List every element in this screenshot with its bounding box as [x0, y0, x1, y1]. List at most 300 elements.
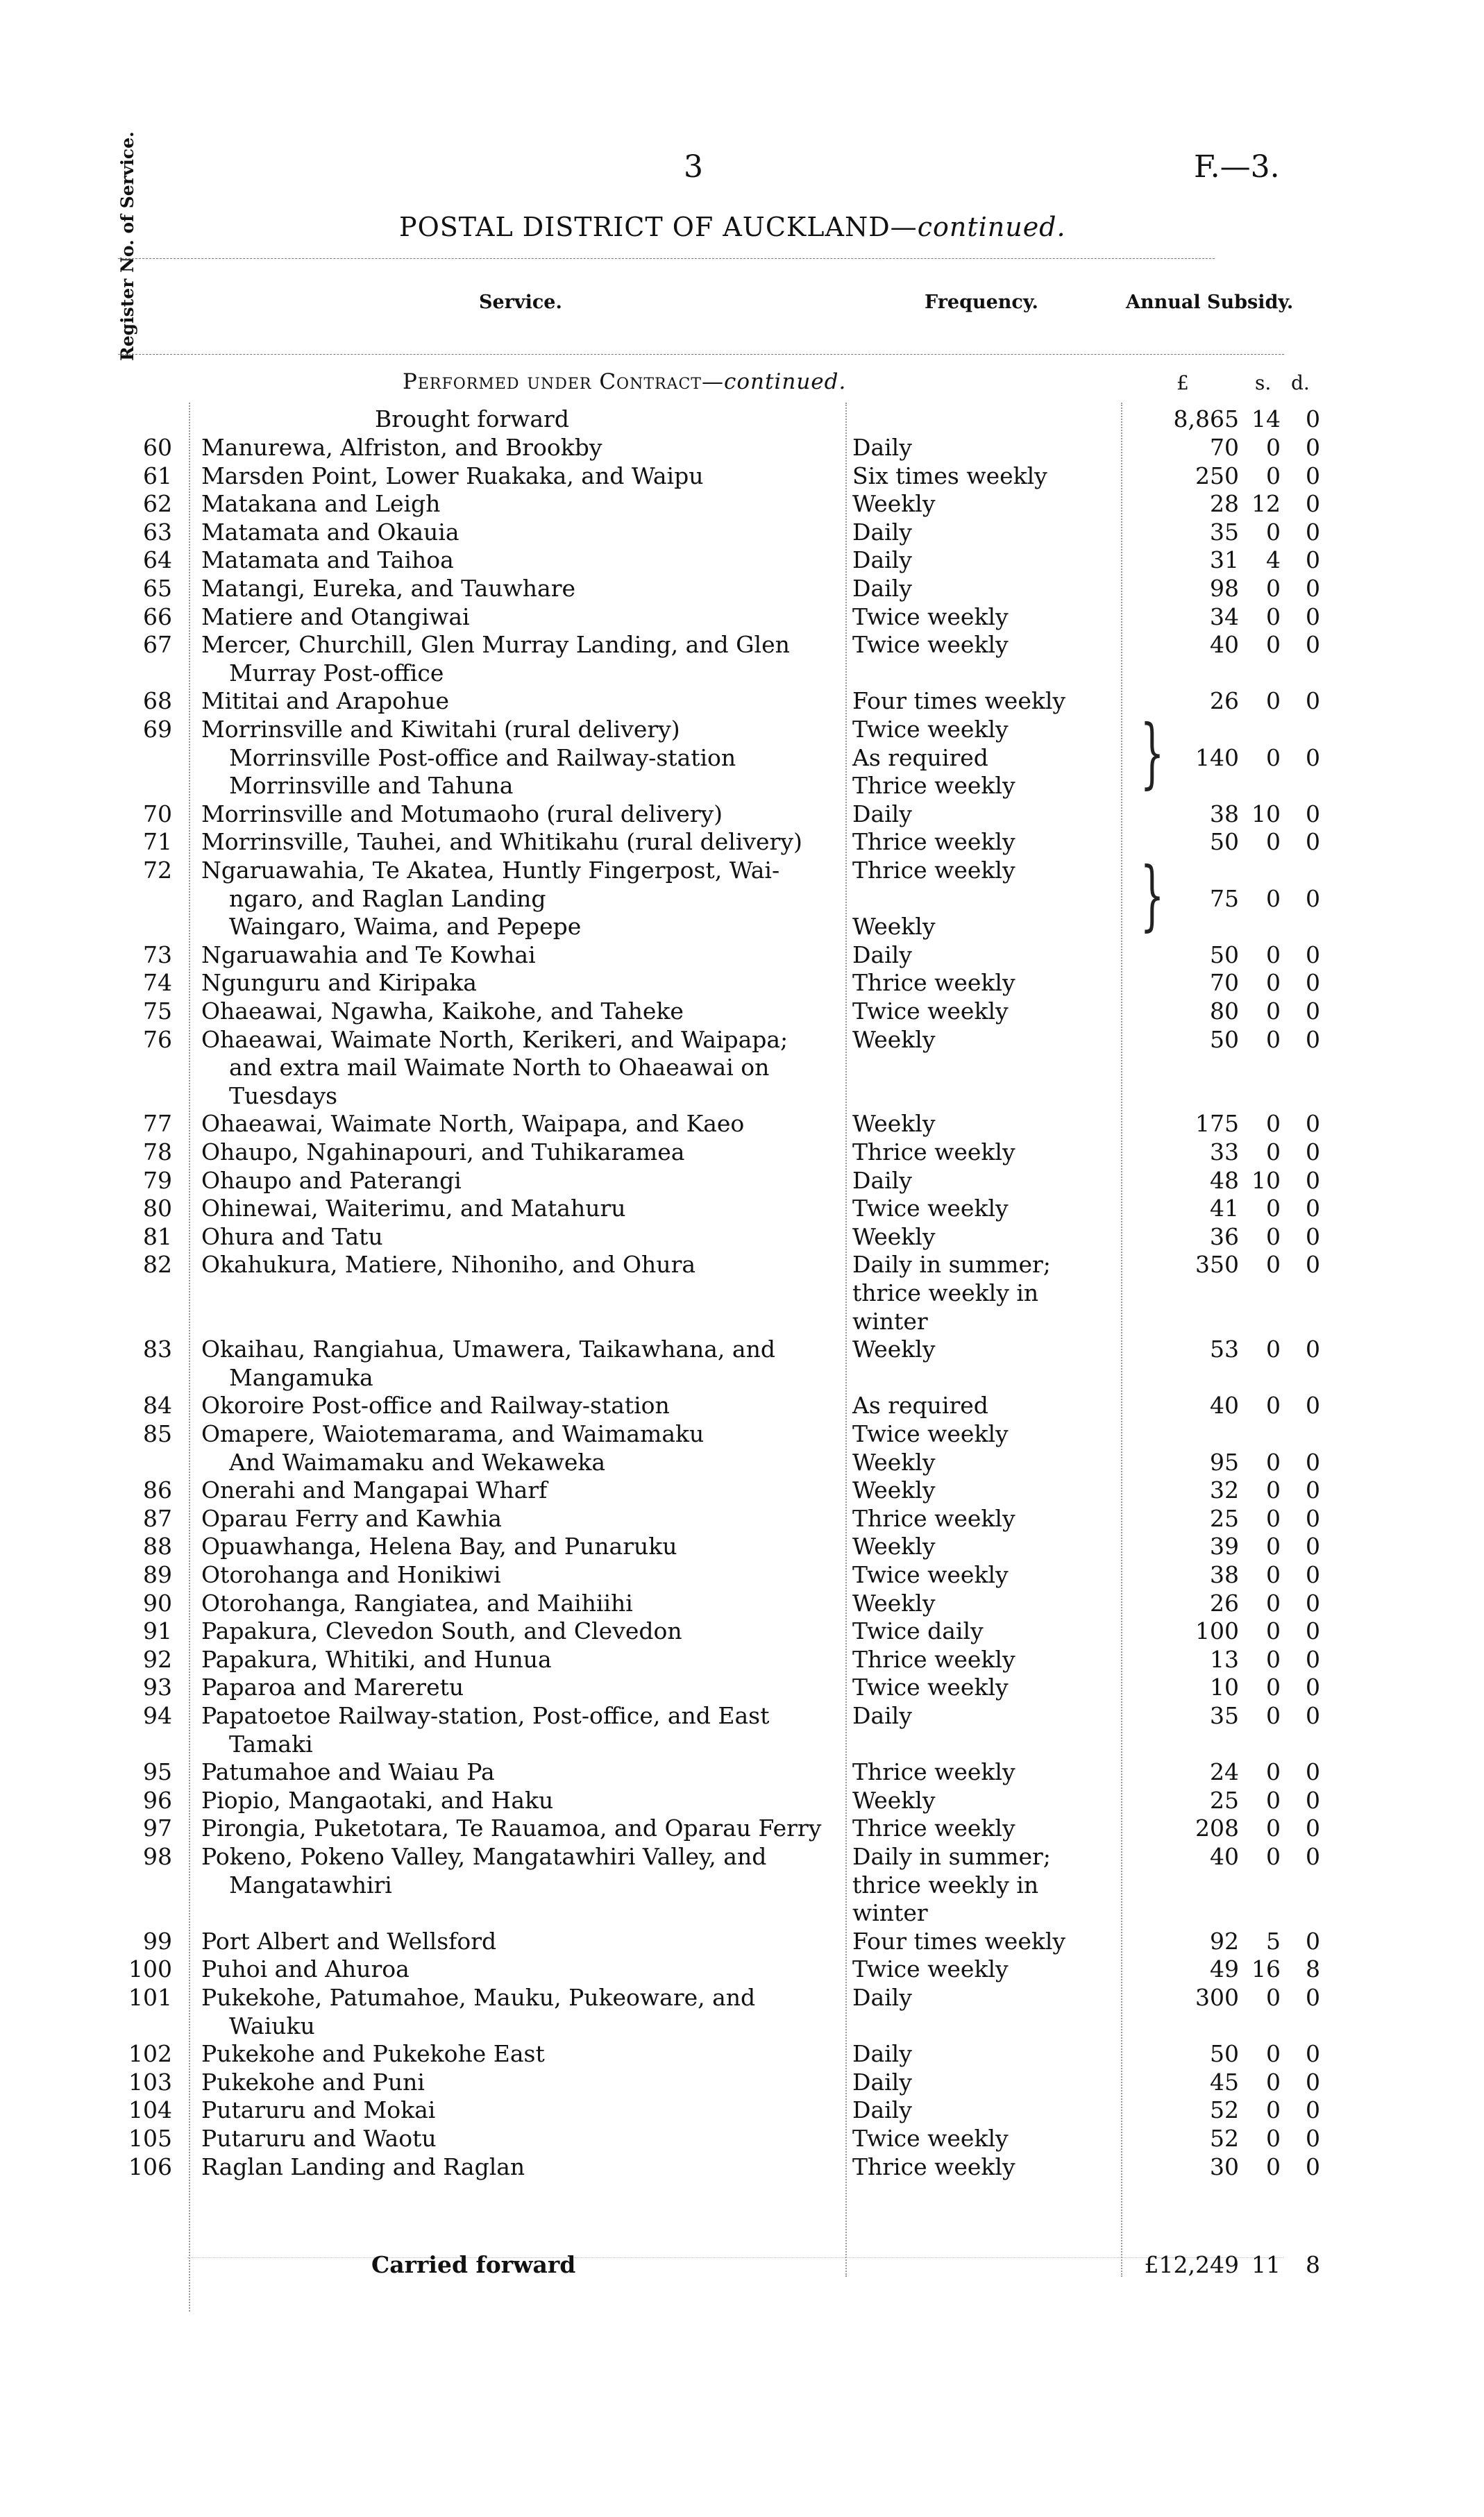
frequency-text: Thrice weekly: [852, 1646, 1015, 1673]
register-number: 80: [143, 1195, 172, 1222]
subsidy-pence: 0: [1306, 1138, 1320, 1165]
service-text: Murray Post-office: [229, 659, 444, 687]
subsidy-shillings: 0: [1266, 1449, 1281, 1476]
subsidy-pounds: 52: [1210, 2125, 1239, 2152]
page-title: [399, 212, 1066, 242]
subsidy-pence: 0: [1306, 828, 1320, 855]
frequency-text: Weekly: [852, 1590, 936, 1617]
subsidy-shillings: 0: [1266, 1336, 1281, 1363]
subsidy-pence: 0: [1306, 1787, 1320, 1814]
table-row: [0, 1420, 1354, 1449]
register-number: 96: [143, 1787, 172, 1814]
register-number: 68: [143, 687, 172, 714]
frequency-text: Daily: [852, 434, 912, 461]
service-text: Ohaupo, Ngahinapouri, and Tuhikaramea: [201, 1138, 685, 1165]
section-suffix: continued.: [723, 369, 847, 394]
subsidy-shillings: 0: [1266, 2040, 1281, 2067]
service-text: Matakana and Leigh: [201, 490, 441, 517]
frequency-text: Weekly: [852, 1476, 936, 1504]
frequency-text: Thrice weekly: [852, 1138, 1015, 1165]
subsidy-pence: 0: [1306, 1984, 1320, 2011]
frequency-text: Weekly: [852, 1787, 936, 1814]
register-number: 98: [143, 1843, 172, 1870]
subsidy-pounds: 28: [1210, 490, 1239, 517]
frequency-text: Weekly: [852, 1449, 936, 1476]
frequency-text: Six times weekly: [852, 462, 1047, 489]
frequency-text: Twice weekly: [852, 1420, 1009, 1447]
frequency-text: Thrice weekly: [852, 772, 1015, 799]
frequency-text: Twice weekly: [852, 1955, 1009, 1983]
subsidy-shillings: 0: [1266, 1984, 1281, 2011]
register-number: 90: [143, 1590, 172, 1617]
table-row: [0, 433, 1354, 462]
subsidy-shillings: 0: [1266, 885, 1281, 912]
subsidy-pence: 0: [1306, 546, 1320, 573]
subsidy-pence: 0: [1306, 1336, 1320, 1363]
frequency-text: Thrice weekly: [852, 1505, 1015, 1532]
subsidy-pounds: 70: [1210, 969, 1239, 996]
subsidy-pence: 0: [1306, 1223, 1320, 1250]
frequency-text: As required: [852, 744, 988, 771]
register-number: 100: [128, 1955, 172, 1983]
register-number: 63: [143, 519, 172, 546]
frequency-text: Weekly: [852, 490, 936, 517]
register-number: 88: [143, 1533, 172, 1560]
service-text: Matamata and Taihoa: [201, 546, 454, 573]
service-text: Raglan Landing and Raglan: [201, 2153, 525, 2180]
table-row: [0, 2068, 1354, 2097]
table-row: [0, 800, 1354, 829]
service-text: Morrinsville Post-office and Railway-station: [229, 744, 736, 771]
register-number: 91: [143, 1617, 172, 1644]
brought-forward-pounds: 8,865: [1173, 405, 1239, 432]
register-number: 102: [128, 2040, 172, 2067]
subsidy-pounds: 100: [1195, 1617, 1239, 1644]
subsidy-pounds: 52: [1210, 2096, 1239, 2123]
subsidy-pence: 0: [1306, 2040, 1320, 2067]
frequency-text: thrice weekly in: [852, 1279, 1039, 1306]
table-row: [0, 1166, 1354, 1195]
service-text: Ohaeawai, Waimate North, Kerikeri, and Waipapa;: [201, 1026, 789, 1053]
carried-forward-row: [0, 2250, 1354, 2280]
table-row: [0, 518, 1354, 547]
brought-forward-shillings: 14: [1251, 405, 1281, 432]
frequency-text: Thrice weekly: [852, 969, 1015, 996]
register-number: 86: [143, 1476, 172, 1504]
subsidy-pence: 8: [1306, 1955, 1320, 1983]
service-text: Ngaruawahia and Te Kowhai: [201, 941, 536, 968]
register-number: 101: [128, 1984, 172, 2011]
register-number: 77: [143, 1110, 172, 1137]
subsidy-pounds: 38: [1210, 1561, 1239, 1588]
table-row: [0, 1448, 1354, 1477]
subsidy-shillings: 12: [1251, 490, 1281, 517]
service-text: Pukekohe and Pukekohe East: [201, 2040, 545, 2067]
frequency-text: Twice weekly: [852, 1195, 1009, 1222]
service-text: And Waimamaku and Wekaweka: [229, 1449, 606, 1476]
subsidy-pounds: 49: [1210, 1955, 1239, 1983]
frequency-text: Daily: [852, 1167, 912, 1194]
register-number: 92: [143, 1646, 172, 1673]
service-text: Morrinsville and Tahuna: [229, 772, 514, 799]
subsidy-pence: 0: [1306, 434, 1320, 461]
subsidy-shillings: 0: [1266, 2153, 1281, 2180]
service-text: Paparoa and Mareretu: [201, 1674, 464, 1701]
frequency-text: Daily: [852, 1702, 912, 1729]
register-number: 71: [143, 828, 172, 855]
table-row: [0, 1842, 1354, 1871]
register-number: 66: [143, 603, 172, 630]
subsidy-pence: 0: [1306, 1167, 1320, 1194]
service-text: Papakura, Whitiki, and Hunua: [201, 1646, 552, 1673]
register-number: 87: [143, 1505, 172, 1532]
subsidy-pence: 0: [1306, 462, 1320, 489]
table-row: [0, 546, 1354, 575]
table-row: [0, 1758, 1354, 1787]
service-text: and extra mail Waimate North to Ohaeawai on: [229, 1054, 770, 1081]
service-text: Puhoi and Ahuroa: [201, 1955, 410, 1983]
frequency-text: Weekly: [852, 1533, 936, 1560]
brace-row-69: }: [1140, 708, 1165, 797]
subsidy-shillings: 0: [1266, 462, 1281, 489]
register-number: 81: [143, 1223, 172, 1250]
table-row: [0, 1560, 1354, 1590]
frequency-text: Twice weekly: [852, 1561, 1009, 1588]
register-number: 76: [143, 1026, 172, 1053]
service-text: Okoroire Post-office and Railway-station: [201, 1392, 670, 1419]
subsidy-pence: 0: [1306, 1928, 1320, 1955]
subsidy-shillings: 0: [1266, 2096, 1281, 2123]
frequency-column-header: Frequency.: [925, 292, 1038, 313]
subsidy-shillings: 0: [1266, 2125, 1281, 2152]
carried-forward-pounds: £12,249: [1144, 2251, 1239, 2278]
table-row: [0, 1504, 1354, 1533]
service-text: Okaihau, Rangiahua, Umawera, Taikawhana, and: [201, 1336, 775, 1363]
table-row: [0, 1673, 1354, 1702]
subsidy-pence: 0: [1306, 1505, 1320, 1532]
subsidy-pounds: 10: [1210, 1674, 1239, 1701]
subsidy-shillings: 0: [1266, 603, 1281, 630]
subsidy-pence: 0: [1306, 2125, 1320, 2152]
frequency-text: Daily: [852, 575, 912, 602]
register-number: 89: [143, 1561, 172, 1588]
subsidy-shillings: 0: [1266, 1505, 1281, 1532]
subsidy-pence: 0: [1306, 1758, 1320, 1785]
header-bottom-rule: [118, 354, 1284, 355]
table-row: [0, 1617, 1354, 1646]
subsidy-pounds: 50: [1210, 941, 1239, 968]
subsidy-shillings: 0: [1266, 744, 1281, 771]
service-text: Piopio, Mangaotaki, and Haku: [201, 1787, 554, 1814]
subsidy-shillings: 0: [1266, 969, 1281, 996]
subsidy-pounds: 53: [1210, 1336, 1239, 1363]
title-main: POSTAL DISTRICT OF AUCKLAND—: [399, 212, 918, 242]
subsidy-pounds: 25: [1210, 1787, 1239, 1814]
register-number: 73: [143, 941, 172, 968]
subsidy-pounds: 300: [1195, 1984, 1239, 2011]
subsidy-pounds: 80: [1210, 997, 1239, 1025]
table-row: [0, 2039, 1354, 2069]
subsidy-shillings: 0: [1266, 1815, 1281, 1842]
frequency-text: Twice weekly: [852, 716, 1009, 743]
service-text: Otorohanga and Honikiwi: [201, 1561, 501, 1588]
table-row: [0, 574, 1354, 603]
service-text: Waingaro, Waima, and Pepepe: [229, 913, 582, 940]
subsidy-shillings: 0: [1266, 1787, 1281, 1814]
subsidy-pence: 0: [1306, 1843, 1320, 1870]
subsidy-pounds: 40: [1210, 1843, 1239, 1870]
register-number: 79: [143, 1167, 172, 1194]
subsidy-pounds: 35: [1210, 519, 1239, 546]
service-text: Okahukura, Matiere, Nihoniho, and Ohura: [201, 1251, 696, 1278]
subsidy-pence: 0: [1306, 2069, 1320, 2096]
subsidy-shillings: 0: [1266, 687, 1281, 714]
carried-forward-label: Carried forward: [371, 2251, 576, 2278]
frequency-text: Thrice weekly: [852, 828, 1015, 855]
frequency-text: Weekly: [852, 1110, 936, 1137]
subsidy-pounds: 40: [1210, 631, 1239, 658]
subsidy-shillings: 4: [1266, 546, 1281, 573]
service-text: Matangi, Eureka, and Tauwhare: [201, 575, 576, 602]
service-text: Manurewa, Alfriston, and Brookby: [201, 434, 602, 461]
frequency-text: Four times weekly: [852, 1928, 1066, 1955]
table-row: [0, 1589, 1354, 1618]
subsidy-pounds: 38: [1210, 800, 1239, 827]
service-text: Pukekohe, Patumahoe, Mauku, Pukeoware, and: [201, 1984, 756, 2011]
table-row: [0, 1814, 1354, 1843]
frequency-text: Twice weekly: [852, 2125, 1009, 2152]
subsidy-pounds: 50: [1210, 1026, 1239, 1053]
register-number: 93: [143, 1674, 172, 1701]
service-text: Papatoetoe Railway-station, Post-office, and East: [201, 1702, 770, 1729]
service-text: Port Albert and Wellsford: [201, 1928, 497, 1955]
subsidy-pounds: 50: [1210, 828, 1239, 855]
subsidy-shillings: 0: [1266, 1026, 1281, 1053]
subsidy-shillings: 0: [1266, 1138, 1281, 1165]
subsidy-pence: 0: [1306, 575, 1320, 602]
table-row: [0, 1871, 1354, 1900]
table-row: [0, 1109, 1354, 1138]
subsidy-pounds: 13: [1210, 1646, 1239, 1673]
frequency-text: Weekly: [852, 1336, 936, 1363]
frequency-text: Twice daily: [852, 1617, 984, 1644]
subsidy-pounds: 31: [1210, 546, 1239, 573]
subsidy-shillings: 5: [1266, 1928, 1281, 1955]
currency-pence: d.: [1291, 371, 1310, 394]
register-number: 62: [143, 490, 172, 517]
title-suffix: continued.: [917, 212, 1066, 242]
service-text: ngaro, and Raglan Landing: [229, 885, 546, 912]
currency-shillings: s.: [1255, 371, 1272, 394]
carried-forward-shillings: 11: [1251, 2251, 1281, 2278]
frequency-text: Thrice weekly: [852, 1815, 1015, 1842]
brought-forward-pence: 0: [1306, 405, 1320, 432]
frequency-text: Daily in summer;: [852, 1843, 1051, 1870]
service-text: Morrinsville and Motumaoho (rural delivery): [201, 800, 723, 827]
subsidy-shillings: 0: [1266, 1392, 1281, 1419]
table-row: [0, 1025, 1354, 1054]
table-row: [0, 997, 1354, 1026]
service-text: Ohaeawai, Waimate North, Waipapa, and Kaeo: [201, 1110, 745, 1137]
subsidy-shillings: 0: [1266, 997, 1281, 1025]
register-number: 75: [143, 997, 172, 1025]
subsidy-pounds: 26: [1210, 687, 1239, 714]
frequency-text: Daily: [852, 800, 912, 827]
subsidy-pence: 0: [1306, 631, 1320, 658]
subsidy-pence: 0: [1306, 997, 1320, 1025]
frequency-text: Thrice weekly: [852, 1758, 1015, 1785]
brace-row-72: }: [1140, 850, 1165, 939]
service-text: Pukekohe and Puni: [201, 2069, 425, 2096]
subsidy-pence: 0: [1306, 1674, 1320, 1701]
subsidy-shillings: 0: [1266, 1590, 1281, 1617]
subsidy-pounds: 350: [1195, 1251, 1239, 1278]
subsidy-pence: 0: [1306, 941, 1320, 968]
service-text: Ohura and Tatu: [201, 1223, 383, 1250]
subsidy-pounds: 208: [1195, 1815, 1239, 1842]
carried-forward-pence: 8: [1306, 2251, 1320, 2278]
subsidy-pounds: 40: [1210, 1392, 1239, 1419]
subsidy-pounds: 34: [1210, 603, 1239, 630]
frequency-text: Daily: [852, 2096, 912, 2123]
table-row: [0, 1222, 1354, 1252]
table-row: [0, 1279, 1354, 1308]
table-row: [0, 1250, 1354, 1279]
subsidy-shillings: 0: [1266, 828, 1281, 855]
frequency-text: Twice weekly: [852, 631, 1009, 658]
frequency-text: Daily in summer;: [852, 1251, 1051, 1278]
frequency-text: Daily: [852, 2069, 912, 2096]
service-text: Pokeno, Pokeno Valley, Mangatawhiri Valley, and: [201, 1843, 767, 1870]
subsidy-pence: 0: [1306, 2096, 1320, 2123]
frequency-text: Thrice weekly: [852, 857, 1015, 884]
subsidy-pounds: 39: [1210, 1533, 1239, 1560]
service-column-header: Service.: [479, 292, 562, 313]
table-row: [0, 659, 1354, 688]
subsidy-pence: 0: [1306, 1026, 1320, 1053]
service-text: Putaruru and Waotu: [201, 2125, 437, 2152]
subsidy-pounds: 250: [1195, 462, 1239, 489]
frequency-text: Weekly: [852, 1223, 936, 1250]
frequency-text: Twice weekly: [852, 603, 1009, 630]
subsidy-shillings: 0: [1266, 1533, 1281, 1560]
register-number: 97: [143, 1815, 172, 1842]
register-number: 104: [128, 2096, 172, 2123]
subsidy-pence: 0: [1306, 800, 1320, 827]
frequency-text: Twice weekly: [852, 1674, 1009, 1701]
register-number: 95: [143, 1758, 172, 1785]
subsidy-pounds: 24: [1210, 1758, 1239, 1785]
register-number: 84: [143, 1392, 172, 1419]
subsidy-pounds: 75: [1210, 885, 1239, 912]
section-heading: [403, 369, 846, 394]
subsidy-pounds: 32: [1210, 1476, 1239, 1504]
subsidy-pounds: 70: [1210, 434, 1239, 461]
register-number: 99: [143, 1928, 172, 1955]
subsidy-shillings: 0: [1266, 2069, 1281, 2096]
register-number: 61: [143, 462, 172, 489]
service-text: Opuawhanga, Helena Bay, and Punaruku: [201, 1533, 677, 1560]
currency-pounds: £: [1177, 371, 1189, 394]
frequency-text: Twice weekly: [852, 997, 1009, 1025]
service-text: Otorohanga, Rangiatea, and Maihiihi: [201, 1590, 633, 1617]
subsidy-pounds: 48: [1210, 1167, 1239, 1194]
frequency-text: winter: [852, 1308, 928, 1335]
subsidy-pence: 0: [1306, 2153, 1320, 2180]
register-number: 70: [143, 800, 172, 827]
register-number: 106: [128, 2153, 172, 2180]
table-row: [0, 968, 1354, 997]
subsidy-pounds: 25: [1210, 1505, 1239, 1532]
table-row: [0, 1363, 1354, 1392]
subsidy-pence: 0: [1306, 1561, 1320, 1588]
service-text: Tuesdays: [229, 1082, 338, 1109]
subsidy-pounds: 98: [1210, 575, 1239, 602]
frequency-text: Daily: [852, 1984, 912, 2011]
frequency-text: thrice weekly in: [852, 1871, 1039, 1899]
header-top-rule: [118, 258, 1215, 259]
register-number: 69: [143, 716, 172, 743]
table-row: [0, 1307, 1354, 1336]
subsidy-pounds: 30: [1210, 2153, 1239, 2180]
subsidy-pence: 0: [1306, 603, 1320, 630]
service-text: Ohaeawai, Ngawha, Kaikohe, and Taheke: [201, 997, 684, 1025]
subsidy-shillings: 0: [1266, 1110, 1281, 1137]
frequency-text: Daily: [852, 546, 912, 573]
subsidy-pence: 0: [1306, 1251, 1320, 1278]
table-row: [0, 1476, 1354, 1505]
frequency-text: winter: [852, 1899, 928, 1926]
table-row: [0, 1081, 1354, 1111]
subsidy-pence: 0: [1306, 1815, 1320, 1842]
service-text: Ohinewai, Waiterimu, and Matahuru: [201, 1195, 626, 1222]
subsidy-shillings: 0: [1266, 1646, 1281, 1673]
table-row: [0, 630, 1354, 659]
subsidy-pence: 0: [1306, 1702, 1320, 1729]
register-number: 64: [143, 546, 172, 573]
service-text: Putaruru and Mokai: [201, 2096, 436, 2123]
frequency-text: Weekly: [852, 913, 936, 940]
subsidy-pounds: 50: [1210, 2040, 1239, 2067]
service-text: Onerahi and Mangapai Wharf: [201, 1476, 548, 1504]
subsidy-pence: 0: [1306, 1646, 1320, 1673]
register-number: 82: [143, 1251, 172, 1278]
subsidy-pounds: 41: [1210, 1195, 1239, 1222]
subsidy-pence: 0: [1306, 1110, 1320, 1137]
subsidy-shillings: 10: [1251, 800, 1281, 827]
register-number: 105: [128, 2125, 172, 2152]
register-number: 74: [143, 969, 172, 996]
subsidy-pence: 0: [1306, 519, 1320, 546]
table-row: [0, 2096, 1354, 2125]
service-text: Waiuku: [229, 2012, 315, 2039]
subsidy-shillings: 0: [1266, 575, 1281, 602]
service-text: Mititai and Arapohue: [201, 687, 449, 714]
subsidy-shillings: 0: [1266, 519, 1281, 546]
subsidy-pounds: 33: [1210, 1138, 1239, 1165]
frequency-text: As required: [852, 1392, 988, 1419]
subsidy-shillings: 0: [1266, 434, 1281, 461]
subsidy-shillings: 0: [1266, 1702, 1281, 1729]
table-row: [0, 1532, 1354, 1561]
brought-forward-row: [0, 405, 1354, 434]
subsidy-shillings: 0: [1266, 1251, 1281, 1278]
table-row: [0, 1927, 1354, 1956]
subsidy-shillings: 10: [1251, 1167, 1281, 1194]
subsidy-shillings: 0: [1266, 1476, 1281, 1504]
table-row: [0, 1053, 1354, 1082]
table-row: [0, 1955, 1354, 1984]
